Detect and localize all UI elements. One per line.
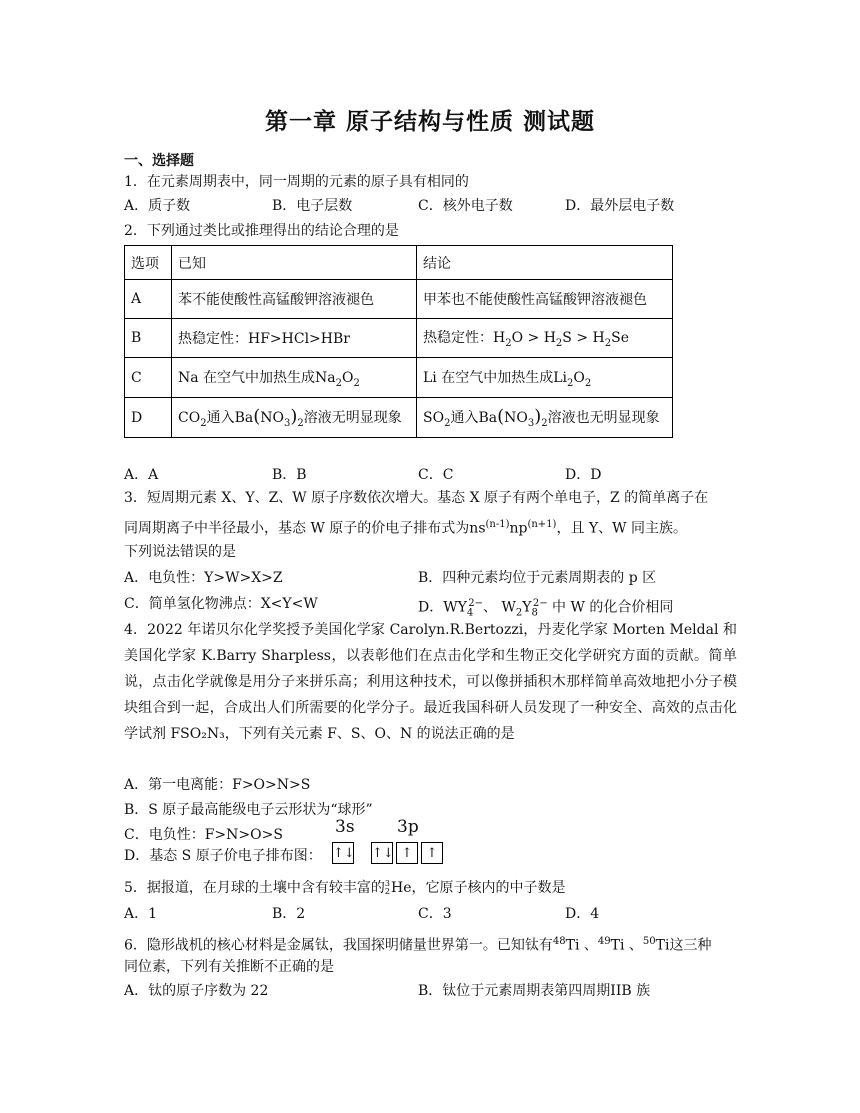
known-prefix: Na 在空气中加热生成 xyxy=(178,369,316,386)
q3-line1: 3．短周期元素 X、Y、Z、W 原子序数依次增大。基态 X 原子有两个单电子，Z 的简单离子在 xyxy=(124,490,709,506)
conclusion-prefix: 热稳定性： xyxy=(423,330,493,347)
q3-option-d-suffix: 中 W 的化合价相同 xyxy=(552,599,674,616)
orbital-box: ↑ xyxy=(421,842,443,864)
q3-line2-a: 同周期离子中半径最小，基态 W 原子的价电子排布式为 xyxy=(124,520,470,537)
q3-option-d: D．$WY_4^{2-}$、 $W_2Y_8^{2-}$ 中 W 的化合价相同 xyxy=(418,598,674,619)
section-heading: 一、选择题 xyxy=(124,153,194,169)
q3-line2: 同周期离子中半径最小，基态 W 原子的价电子排布式为$ns^{(n-1)}np^{(n+1)}$，且 Y、W 同主族。 xyxy=(124,519,687,537)
q2-option-a: A．A xyxy=(124,467,159,483)
q4-paragraph: 4．2022 年诺贝尔化学奖授予美国化学家 Carolyn.R.Bertozzi，丹麦化学家 Morten Meldal 和美国化学家 K.Barry Sharpless，以表彰他们在点击化学和生物正交化学研究方面的贡献。简单说，点击化学就像是用分子来拼乐高；利用这种技术，可以像拼插积木那样简单高效地把小分子模块组合到一起，合成出人们所需要的化学分子。最近我国科研人员发现了一种安全、高效的点击化学试剂 FSO₂N₃，下列有关元素 F、S、O、N 的说法正确的是 xyxy=(124,622,737,742)
q1-option-a: A．质子数 xyxy=(124,198,191,214)
conclusion-mid: 通入 xyxy=(450,410,479,427)
q1-option-c: C．核外电子数 xyxy=(418,198,513,214)
known-tail: 溶液无明显现象 xyxy=(303,410,402,427)
q2-option-b: B．B xyxy=(272,467,307,483)
row-option: C xyxy=(125,358,172,398)
q6-line1-b: 这三种 xyxy=(669,937,712,954)
q4-option-a: A．第一电离能：F>O>N>S xyxy=(124,777,311,793)
row-conclusion: 甲苯也不能使酸性高锰酸钾溶液褪色 xyxy=(417,280,673,319)
row-known: 苯不能使酸性高锰酸钾溶液褪色 xyxy=(172,280,417,319)
q3-option-a: A．电负性：Y>W>X>Z xyxy=(124,570,283,586)
orbital-3s-box xyxy=(332,842,354,864)
q2-option-d: D．D xyxy=(565,467,602,483)
q3-option-b: B．四种元素均位于元素周期表的 p 区 xyxy=(418,570,657,586)
table-row xyxy=(125,280,673,319)
orbital-box: ↑↓ xyxy=(332,842,354,864)
q3-line2-b: ，且 Y、W 同主族。 xyxy=(556,520,687,537)
q5-stem-a: 5．据报道，在月球的土壤中含有较丰富的 xyxy=(124,880,385,896)
q3-line3: 下列说法错误的是 xyxy=(124,544,236,560)
conclusion-tail: 溶液也无明显现象 xyxy=(547,410,660,427)
q5-option-c: C．3 xyxy=(418,906,452,922)
orbital-3p-boxes xyxy=(371,842,443,864)
q4-option-d: D．基态 S 原子价电子排布图： xyxy=(124,848,322,864)
table-row xyxy=(125,319,673,358)
q6-option-a: A．钛的原子序数为 22 xyxy=(124,983,269,999)
orbital-label-3p: 3p xyxy=(397,817,419,837)
q6-line2: 同位素，下列有关推断不正确的是 xyxy=(124,959,334,975)
q6-line1: 6．隐形战机的核心材料是金属钛，我国探明储量世界第一。已知钛有$^{48}$Ti 、$^{49}$Ti 、$^{50}$Ti这三种 xyxy=(124,936,712,954)
row-option: D xyxy=(125,398,172,438)
header-known: 已知 xyxy=(172,246,417,280)
q3-option-d-prefix: D． xyxy=(418,599,444,616)
row-option: A xyxy=(125,280,172,319)
q4-option-b: B．S 原子最高能级电子云形状为“球形” xyxy=(124,802,373,818)
q2-option-c: C．C xyxy=(418,467,454,483)
orbital-box: ↑ xyxy=(396,842,418,864)
row-conclusion: 热稳定性：$H_2O > H_2S > H_2Se$ xyxy=(417,319,673,358)
table-row xyxy=(125,358,673,398)
q1-option-b: B．电子层数 xyxy=(272,198,353,214)
row-known: $CO_2$通入$Ba(NO_3)_2$溶液无明显现象 xyxy=(172,398,417,438)
orbital-box: ↑↓ xyxy=(371,842,393,864)
q6-line1-a: 6．隐形战机的核心材料是金属钛，我国探明储量世界第一。已知钛有 xyxy=(124,937,553,954)
q5-option-a: A．1 xyxy=(124,906,158,922)
table-row xyxy=(125,398,673,438)
row-option: B xyxy=(125,319,172,358)
q5-stem-b: ，它原子核内的中子数是 xyxy=(411,880,566,896)
conclusion-prefix: Li 在空气中加热生成 xyxy=(423,369,554,386)
known-mid: 通入 xyxy=(206,410,235,427)
q4-option-c: C．电负性：F>N>O>S xyxy=(124,827,283,843)
row-known: 热稳定性：HF>HCl>HBr xyxy=(172,319,417,358)
table-header-row xyxy=(125,246,673,280)
row-known: Na 在空气中加热生成$Na_2O_2$ xyxy=(172,358,417,398)
q2-stem: 2．下列通过类比或推理得出的结论合理的是 xyxy=(124,223,399,239)
header-option: 选项 xyxy=(125,246,172,280)
orbital-label-3s: 3s xyxy=(335,817,355,837)
row-conclusion: $SO_2$通入$Ba(NO_3)_2$溶液也无明显现象 xyxy=(417,398,673,438)
q5-option-d: D．4 xyxy=(565,906,600,922)
q5-stem: 5．据报道，在月球的土壤中含有较丰富的3 2He，它原子核内的中子数是 xyxy=(124,879,566,896)
q1-stem: 1．在元素周期表中，同一周期的元素的原子具有相同的 xyxy=(124,174,469,190)
q5-option-b: B．2 xyxy=(272,906,306,922)
q2-table xyxy=(124,245,673,438)
row-conclusion: Li 在空气中加热生成$Li_2O_2$ xyxy=(417,358,673,398)
q1-option-d: D．最外层电子数 xyxy=(565,198,675,214)
q3-option-c: C．简单氢化物沸点：X<Y<W xyxy=(124,596,318,612)
page-title: 第一章 原子结构与性质 测试题 xyxy=(264,108,595,135)
header-conclusion: 结论 xyxy=(417,246,673,280)
q6-option-b: B．钛位于元素周期表第四周期IIB 族 xyxy=(418,983,651,999)
